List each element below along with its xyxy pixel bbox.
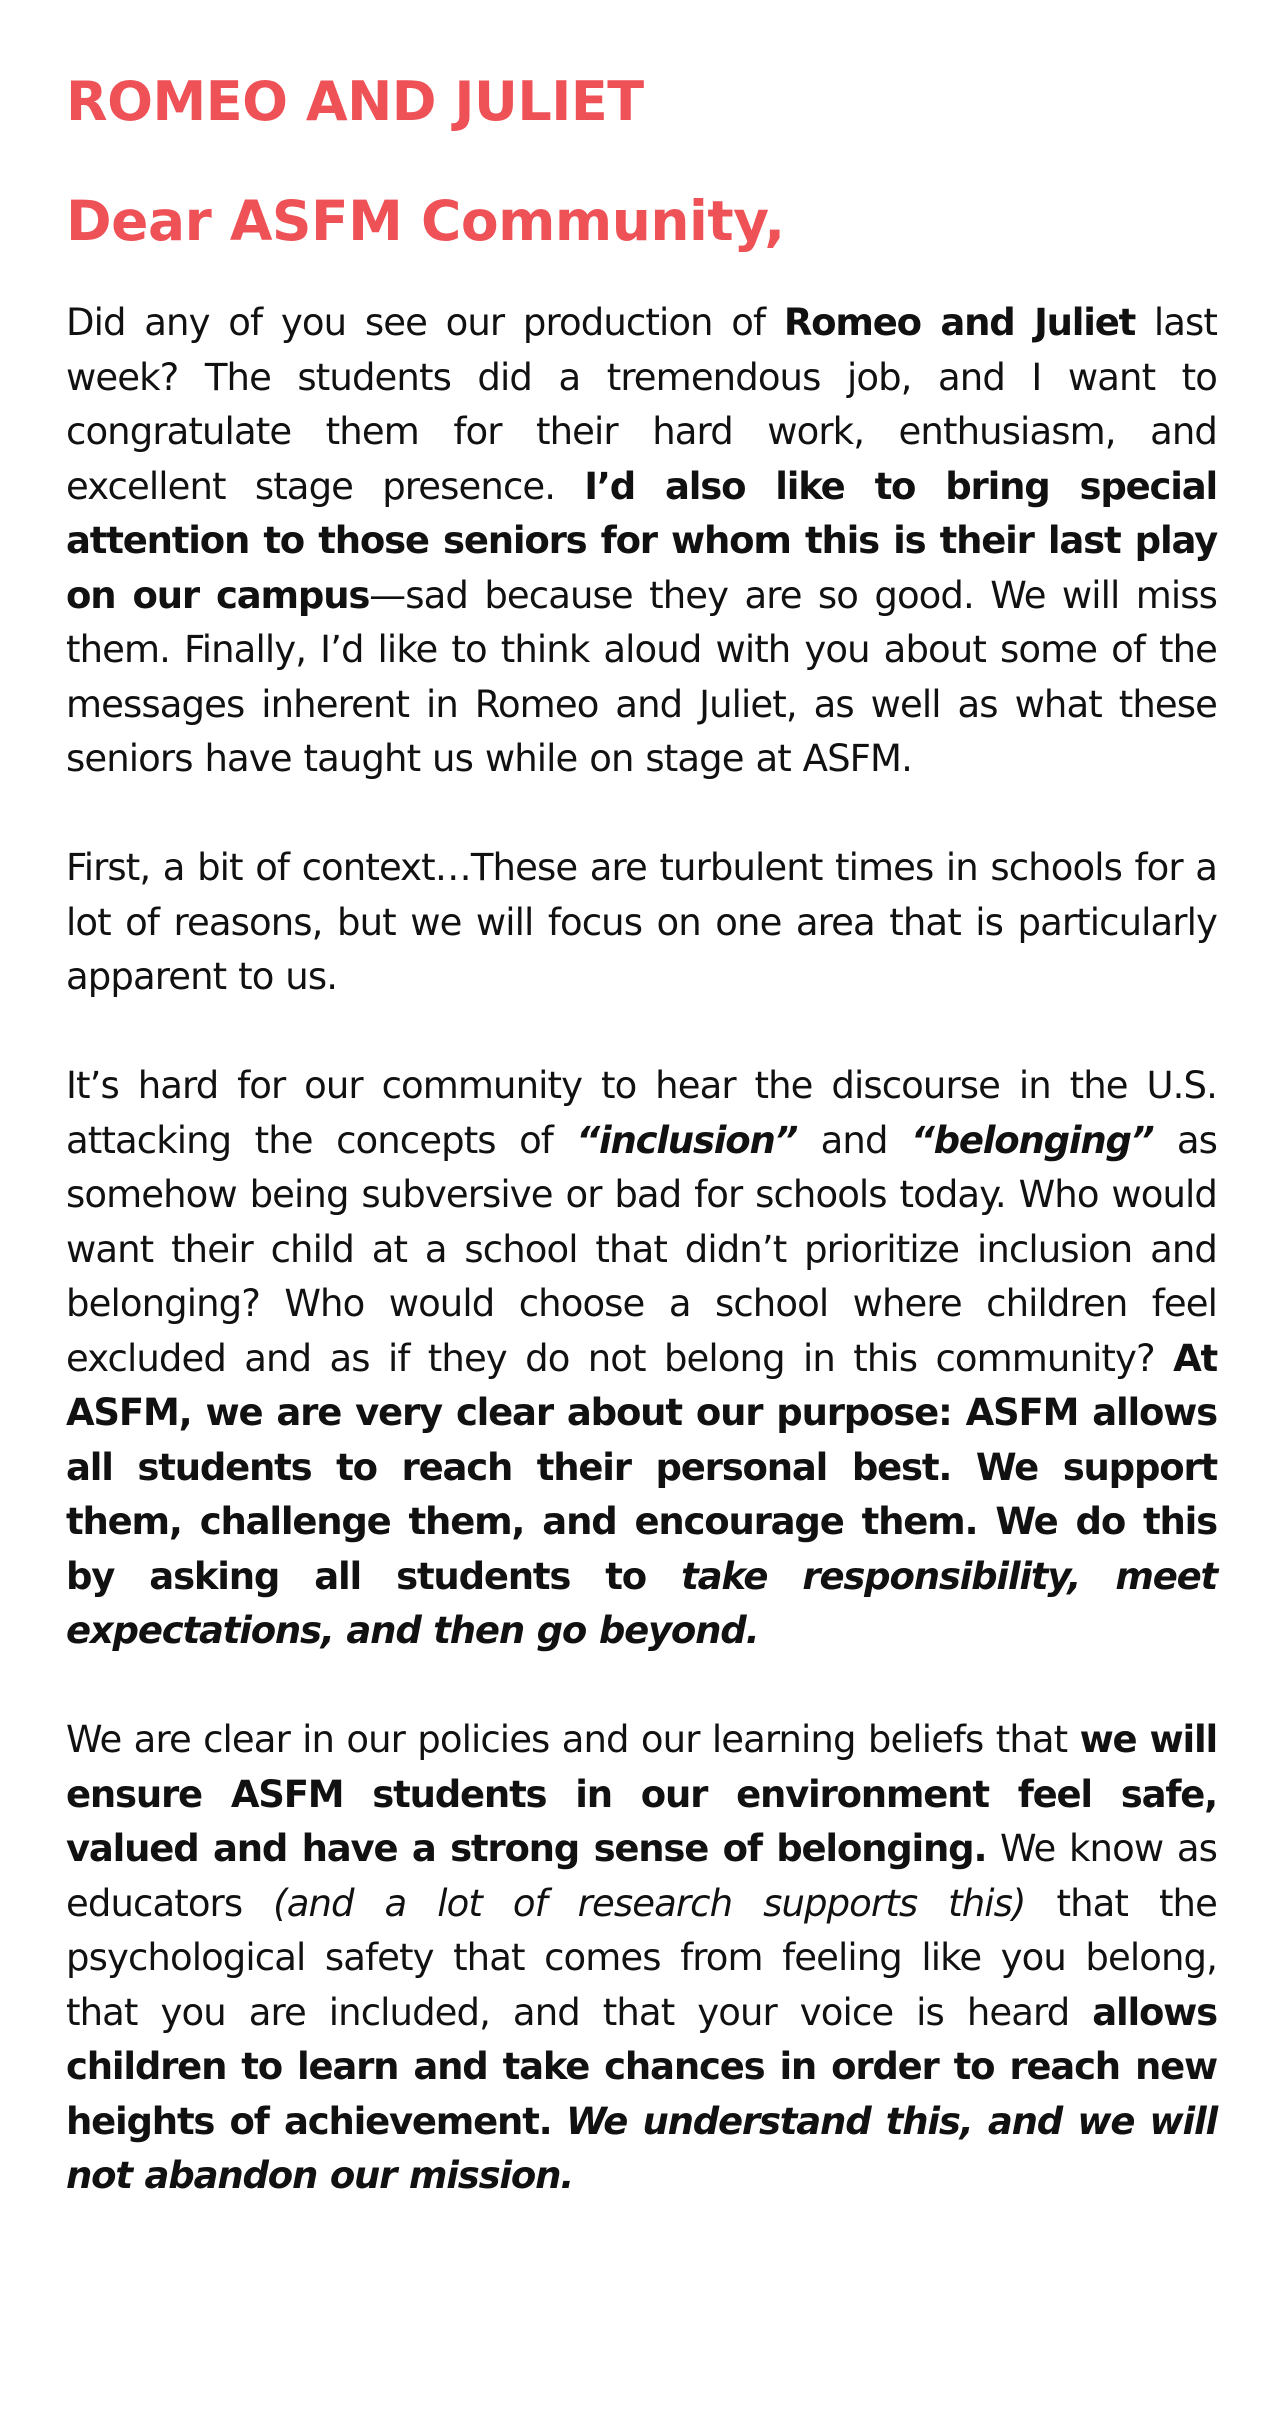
text-run: last week? The students did a tremendous job, and I want to congratulate them for their hard work, enthusiasm, and excellent stage presence. bbox=[66, 301, 1217, 508]
paragraph-production bbox=[66, 296, 1217, 787]
learning-outcome-bold: allows children to learn and take chances in order to reach new heights of achievement. bbox=[66, 1990, 1217, 2143]
belonging-term: “belonging” bbox=[910, 1118, 1154, 1162]
safety-commitment-bold: we will ensure ASFM students in our environment feel safe, valued and have a strong sense of belonging. bbox=[66, 1718, 1217, 1870]
text-run bbox=[552, 2100, 566, 2143]
paragraph-policies bbox=[66, 1713, 1217, 2204]
text-run: It’s hard for our community to hear the discourse in the U.S. attacking the concepts of bbox=[66, 1064, 1217, 1162]
motto-bold-italic: take responsibility, meet expectations, and then go beyond. bbox=[66, 1554, 1217, 1652]
text-run: We are clear in our policies and our learning beliefs that bbox=[66, 1718, 1080, 1761]
play-title-bold: Romeo and Juliet bbox=[783, 301, 1136, 344]
text-run: and bbox=[797, 1118, 911, 1162]
purpose-statement-bold: At ASFM, we are very clear about our purpose: ASFM allows all students to reach their personal best. We support them, challenge them, and encourage them. We do this by asking all students to bbox=[66, 1336, 1217, 1598]
text-run: We know as educators bbox=[66, 1827, 1217, 1925]
page-title: ROMEO AND JULIET bbox=[66, 70, 644, 133]
mission-bold-italic: We understand this, and we will not abandon our mission. bbox=[66, 2099, 1217, 2197]
paragraph-context bbox=[66, 841, 1217, 1005]
text-run: Did any of you see our production of bbox=[66, 301, 784, 344]
text-run: as somehow being subversive or bad for schools today. Who would want their child at a school that didn’t prioritize inclusion and belonging? Who would choose a school where children feel excluded and as if they do not belong in this community? bbox=[66, 1118, 1218, 1380]
paragraph-inclusion bbox=[66, 1059, 1217, 1659]
text-run: First, a bit of context…These are turbulent times in schools for a lot of reasons, but we will focus on one area that is particularly apparent to us. bbox=[66, 846, 1217, 998]
text-run: that the psychological safety that comes from feeling like you belong, that you are included, and that your voice is heard bbox=[66, 1881, 1217, 2034]
research-aside-italic: (and a lot of research supports this) bbox=[273, 1881, 1026, 1925]
text-run: —sad because they are so good. We will miss them. Finally, I’d like to think aloud with you about some of the messages inherent in Romeo and Juliet, as well as what these seniors have taught us while on stage at ASFM. bbox=[66, 573, 1218, 780]
seniors-highlight-bold: I’d also like to bring special attention to those seniors for whom this is their last play on our campus bbox=[66, 464, 1217, 617]
letter-greeting: Dear ASFM Community, bbox=[66, 189, 785, 253]
inclusion-term: “inclusion” bbox=[576, 1118, 798, 1162]
